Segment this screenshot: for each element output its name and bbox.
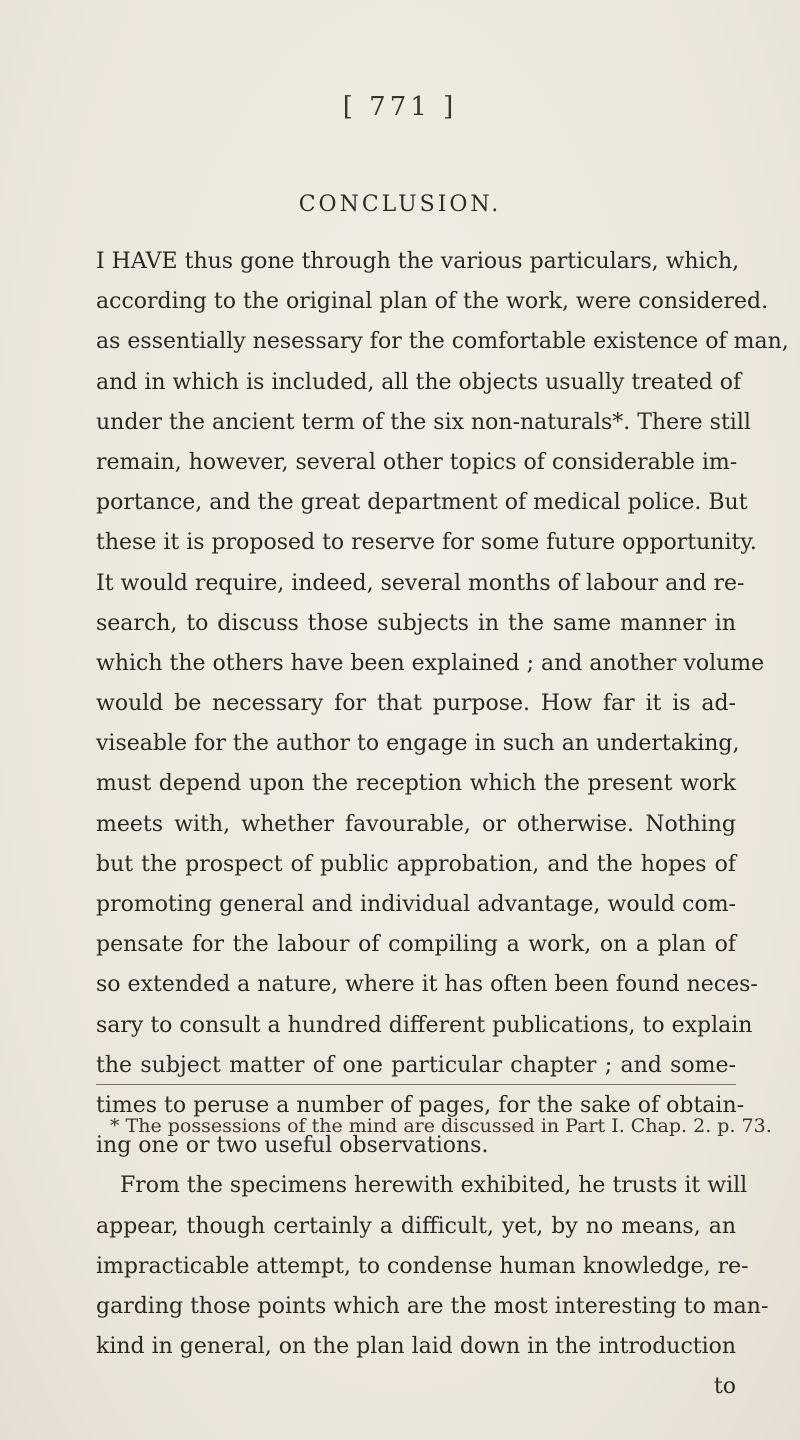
text-line: I HAVE thus gone through the various particulars, which, [96,249,740,274]
text-line: times to peruse a number of pages, for the sake of obtain- [96,1092,745,1118]
text-line: kind in general, on the plan laid down in the introduction [96,1334,737,1360]
text-line: impracticable attempt, to condense human knowledge, re- [96,1253,749,1279]
text-line: and in which is included, all the objects usually treated of [96,369,742,395]
text-line: sary to consult a hundred different publications, to explain [96,1012,753,1038]
text-line: viseable for the author to engage in such an undertaking, [96,731,740,757]
text-line: remain, however, several other topics of considerable im- [96,449,738,475]
text-line: but the prospect of public approbation, and the hopes of [96,851,736,877]
text-line: which the others have been explained ; and another volume [96,650,765,676]
text-line: would be necessary for that purpose. How far it is ad- [96,691,736,717]
text-line: From the specimens herewith exhibited, he trusts it will [120,1173,748,1199]
text-line: garding those points which are the most interesting to man- [96,1293,769,1319]
text-line: under the ancient term of the six non-naturals*. There still [96,409,751,435]
text-line: these it is proposed to reserve for some future opportunity. [96,530,757,556]
text-line: pensate for the labour of compiling a work, on a plan of [96,932,736,958]
catchword: to [713,1374,736,1400]
chapter-heading: CONCLUSION. [298,192,502,217]
text-line: It would require, indeed, several months of labour and re- [96,570,745,596]
text-line: meets with, whether favourable, or otherwise. Nothing [96,811,736,837]
text-line: ing one or two useful observations. [96,1133,489,1159]
footnote-divider [96,1084,736,1086]
body-text [96,242,789,1407]
text-line: so extended a nature, where it has often been found neces- [96,972,758,998]
text-line: appear, though certainly a difficult, yet, by no means, an [96,1213,736,1239]
text-line: portance, and the great department of medical police. But [96,490,748,516]
text-line: as essentially nesessary for the comfortable existence of man, [96,329,789,355]
page-number: [ 771 ] [342,92,458,122]
text-line: according to the original plan of the work, were considered. [96,289,769,315]
text-line: promoting general and individual advantage, would com- [96,892,736,917]
text-line: search, to discuss those subjects in the same manner in [96,610,736,636]
footnote: * The possessions of the mind are discussed in Part I. Chap. 2. p. 73. [110,1115,772,1137]
text-line: must depend upon the reception which the present work [96,771,736,797]
text-line: the subject matter of one particular chapter ; and some- [96,1052,736,1078]
